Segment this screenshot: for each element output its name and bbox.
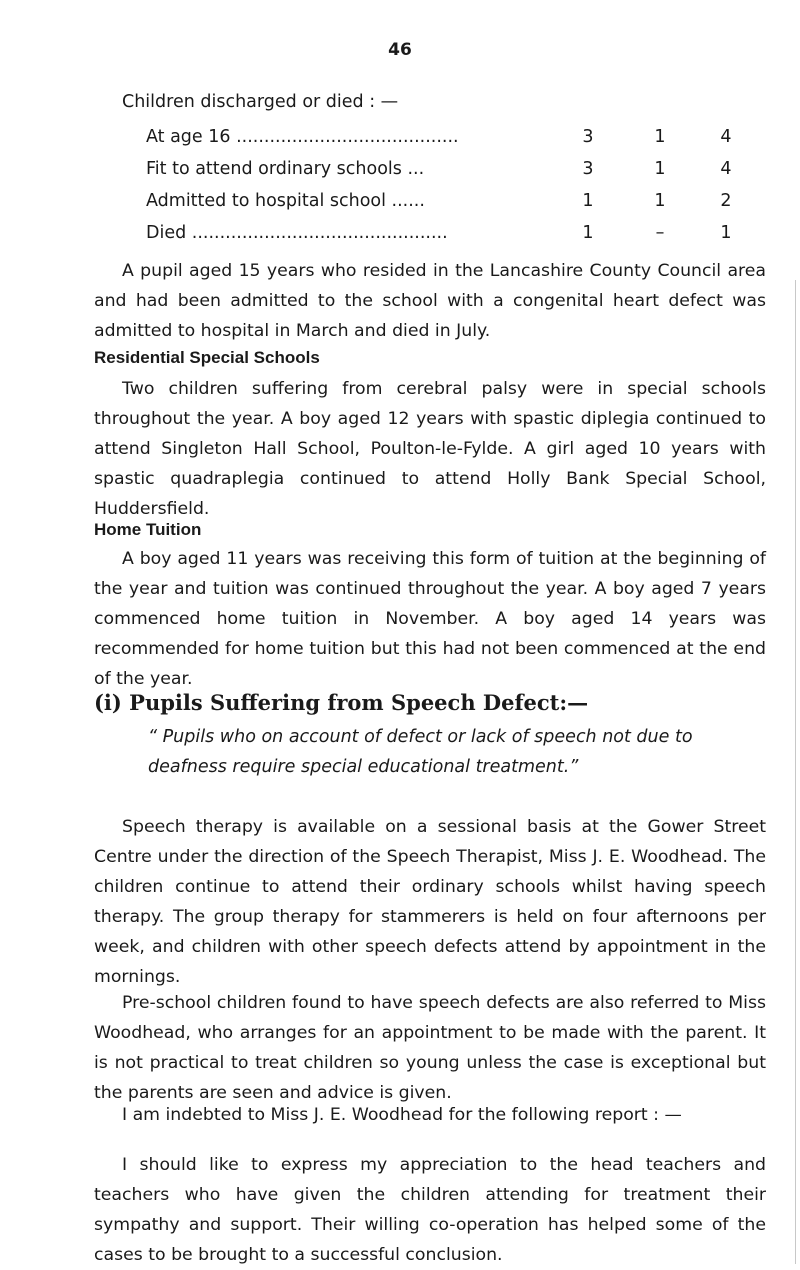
residential-heading-block: [94, 348, 744, 368]
row-value-2: 1: [654, 127, 666, 147]
row-label: Admitted to hospital school ......: [146, 191, 425, 211]
indebted-block: [94, 1100, 766, 1130]
home-tuition-heading: Home Tuition: [94, 520, 202, 539]
row-label: At age 16 ........................................: [146, 127, 459, 147]
row-label: Died ..............................................: [146, 223, 448, 243]
discharge-row: [146, 127, 766, 159]
discharge-row: [146, 191, 766, 223]
discharge-title: Children discharged or died : —: [122, 92, 399, 112]
row-value-1: 1: [582, 223, 594, 243]
row-value-1: 3: [582, 127, 594, 147]
preschool-block: [94, 988, 766, 1108]
row-value-3: 1: [720, 223, 732, 243]
home-heading-block: [94, 520, 744, 540]
speech-heading-block: [94, 690, 744, 715]
paragraph-appreciation: I should like to express my appreciation to the head teachers and teachers who have given the children attending for treatment their sympathy and support. Their willing co-operation has helped some of the cases to be brought to a successful conclusion.: [94, 1155, 766, 1265]
discharge-row: [146, 159, 766, 191]
paragraph-speech-therapy: Speech therapy is available on a sessional basis at the Gower Street Centre under the direction of the Speech Therapist, Miss J. E. Woodhead. The children continue to attend their ordinary schools whilst having speech therapy. The group therapy for stammerers is held on four afternoons per week, and children with other speech defects attend by appointment in the mornings.: [94, 817, 766, 987]
row-value-2: 1: [654, 191, 666, 211]
paragraph-indebted: I am indebted to Miss J. E. Woodhead for the following report : —: [122, 1105, 682, 1125]
row-value-2: –: [655, 223, 665, 243]
discharge-row: [146, 223, 766, 255]
speech-quote: “ Pupils who on account of defect or lack of speech not due to deafness require special educational treatment.”: [148, 727, 693, 777]
speech-text-block: [94, 812, 766, 992]
pupil-died-block: [94, 256, 766, 346]
residential-block: [94, 374, 766, 524]
page-number: 46: [388, 40, 412, 60]
row-value-1: 3: [582, 159, 594, 179]
row-value-3: 2: [720, 191, 732, 211]
speech-defect-heading: (i) Pupils Suffering from Speech Defect:—: [94, 690, 589, 715]
home-block: [94, 544, 766, 694]
row-value-3: 4: [720, 127, 732, 147]
discharge-table: [146, 127, 766, 255]
page-edge-rule: [795, 280, 796, 1264]
row-label: Fit to attend ordinary schools ...: [146, 159, 425, 179]
paragraph-home-tuition: A boy aged 11 years was receiving this form of tuition at the beginning of the year and tuition was continued throughout the year. A boy aged 7 years commenced home tuition in November. A boy aged 14 years was recommended for home tuition but this had not been commenced at the end of the year.: [94, 549, 766, 689]
row-value-3: 4: [720, 159, 732, 179]
residential-heading: Residential Special Schools: [94, 348, 320, 367]
discharge-title-block: [122, 92, 772, 112]
row-value-1: 1: [582, 191, 594, 211]
paragraph-residential: Two children suffering from cerebral palsy were in special schools throughout the year. A boy aged 12 years with spastic diplegia continued to attend Singleton Hall School, Poulton-le-Fylde. A girl aged 10 years with spastic quadraplegia continued to attend Holly Bank Special School, Huddersfield.: [94, 379, 766, 519]
paragraph-preschool: Pre-school children found to have speech defects are also referred to Miss Woodhead, who arranges for an appointment to be made with the parent. It is not practical to treat children so young unless the case is exceptional but the parents are seen and advice is given.: [94, 993, 766, 1103]
paragraph-pupil-died: A pupil aged 15 years who resided in the Lancashire County Council area and had been admitted to the school with a congenital heart defect was admitted to hospital in March and died in July.: [94, 261, 766, 341]
appreciation-block: [94, 1150, 766, 1270]
row-value-2: 1: [654, 159, 666, 179]
